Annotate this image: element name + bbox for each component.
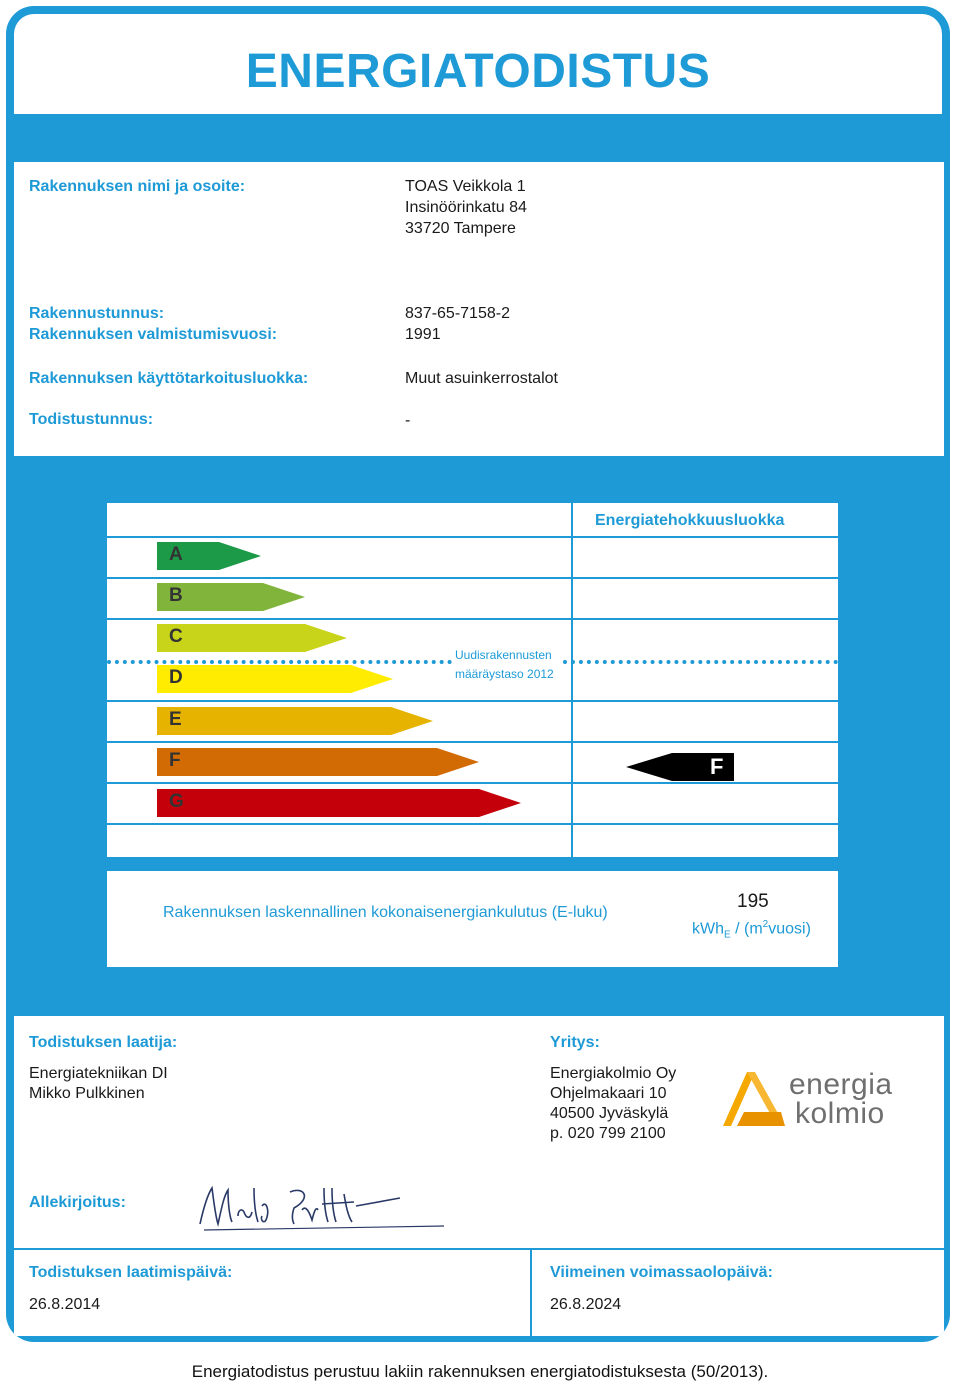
unit-superscript: 2 bbox=[762, 919, 769, 930]
arrow-fill bbox=[157, 789, 521, 817]
unit-year: vuosi) bbox=[768, 920, 811, 938]
legal-footer: Energiatodistus perustuu lakiin rakennuksen energiatodistuksesta (50/2013). bbox=[191, 1362, 769, 1381]
energy-class-letter-e: E bbox=[169, 709, 182, 730]
building-info-panel bbox=[14, 162, 944, 456]
consumption-value: 195 bbox=[737, 891, 769, 912]
author-panel bbox=[14, 1016, 944, 1248]
issued-date-label: Todistuksen laatimispäivä: bbox=[29, 1264, 233, 1281]
author-line-2: Mikko Pulkkinen bbox=[29, 1085, 145, 1102]
company-label: Yritys: bbox=[550, 1034, 600, 1051]
certificate-frame bbox=[6, 6, 950, 1342]
arrow-shape bbox=[157, 707, 433, 735]
energy-class-letter-f: F bbox=[169, 750, 181, 771]
energy-scale-panel bbox=[107, 503, 838, 857]
page-title: ENERGIATODISTUS bbox=[245, 45, 711, 98]
company-logo bbox=[717, 1064, 907, 1134]
building-name-line-2: Insinöörinkatu 84 bbox=[405, 199, 527, 216]
consumption-unit bbox=[692, 919, 811, 941]
building-year-label: Rakennuksen valmistumisvuosi: bbox=[29, 326, 278, 343]
energy-class-arrow-g bbox=[157, 789, 521, 817]
reference-level-line-left bbox=[107, 660, 452, 664]
certificate-id-label: Todistustunnus: bbox=[29, 411, 154, 428]
author-label: Todistuksen laatija: bbox=[29, 1034, 178, 1051]
reference-level-label-1: Uudisrakennusten bbox=[455, 648, 552, 662]
row-divider bbox=[107, 741, 838, 743]
row-divider bbox=[107, 782, 838, 784]
arrow-shape bbox=[157, 665, 393, 693]
building-name-label: Rakennuksen nimi ja osoite: bbox=[29, 178, 246, 195]
building-use-label: Rakennuksen käyttötarkoitusluokka: bbox=[29, 370, 309, 387]
consumption-panel bbox=[107, 871, 838, 967]
expiry-date-value: 26.8.2024 bbox=[550, 1296, 622, 1313]
energy-class-letter-c: C bbox=[169, 626, 183, 647]
energy-class-header: Energiatehokkuusluokka bbox=[595, 512, 785, 529]
rating-indicator bbox=[626, 753, 734, 781]
logo-text-1: energia bbox=[789, 1068, 893, 1101]
building-id-label: Rakennustunnus: bbox=[29, 305, 165, 322]
company-line-4: p. 020 799 2100 bbox=[550, 1125, 666, 1142]
arrow-fill bbox=[157, 624, 347, 652]
certificate-id-value: - bbox=[405, 412, 411, 429]
company-line-1: Energiakolmio Oy bbox=[550, 1065, 677, 1082]
triangle-logo-icon bbox=[717, 1068, 789, 1130]
energy-class-arrow-a bbox=[157, 542, 261, 570]
energy-class-arrow-e bbox=[157, 707, 433, 735]
author-line-1: Energiatekniikan DI bbox=[29, 1065, 168, 1082]
building-use-value: Muut asuinkerrostalot bbox=[405, 370, 558, 387]
consumption-label: Rakennuksen laskennallinen kokonaisenergiankulutus (E-luku) bbox=[163, 904, 608, 921]
building-year-value: 1991 bbox=[405, 326, 441, 343]
building-name-line-3: 33720 Tampere bbox=[405, 220, 516, 237]
rating-letter: F bbox=[710, 754, 724, 779]
energy-class-letter-b: B bbox=[169, 585, 183, 606]
row-divider bbox=[107, 618, 838, 620]
building-id-value: 837-65-7158-2 bbox=[405, 305, 510, 322]
energy-class-arrow-c bbox=[157, 624, 347, 652]
arrow-fill bbox=[157, 707, 433, 735]
dates-divider bbox=[530, 1250, 532, 1336]
row-divider bbox=[107, 536, 838, 538]
reference-level-label-2: määräystaso 2012 bbox=[455, 667, 554, 681]
row-divider bbox=[107, 577, 838, 579]
energy-class-letter-d: D bbox=[169, 667, 183, 688]
column-divider bbox=[571, 503, 573, 857]
arrow-shape bbox=[157, 624, 347, 652]
unit-subscript: E bbox=[724, 929, 731, 941]
reference-level-line-right bbox=[563, 660, 838, 664]
energy-class-letter-a: A bbox=[169, 544, 183, 565]
row-divider bbox=[107, 823, 838, 825]
arrow-fill bbox=[157, 665, 393, 693]
dates-panel bbox=[14, 1250, 944, 1336]
energy-class-arrow-f bbox=[157, 748, 479, 776]
unit-kwh: kWh bbox=[692, 920, 724, 938]
arrow-fill bbox=[157, 748, 479, 776]
signature-label: Allekirjoitus: bbox=[29, 1194, 126, 1211]
energy-class-arrow-b bbox=[157, 583, 305, 611]
logo-text-2: kolmio bbox=[795, 1097, 885, 1130]
signature-image bbox=[194, 1176, 444, 1236]
issued-date-value: 26.8.2014 bbox=[29, 1296, 101, 1313]
energy-class-letter-g: G bbox=[169, 791, 184, 812]
company-line-2: Ohjelmakaari 10 bbox=[550, 1085, 667, 1102]
company-line-3: 40500 Jyväskylä bbox=[550, 1105, 669, 1122]
expiry-date-label: Viimeinen voimassaolopäivä: bbox=[550, 1264, 773, 1281]
unit-per-area: / (m bbox=[730, 920, 763, 938]
title-panel bbox=[14, 14, 942, 114]
energy-class-arrow-d bbox=[157, 665, 393, 693]
row-divider bbox=[107, 700, 838, 702]
building-name-line-1: TOAS Veikkola 1 bbox=[405, 178, 526, 195]
arrow-shape bbox=[157, 748, 479, 776]
arrow-shape bbox=[157, 789, 521, 817]
